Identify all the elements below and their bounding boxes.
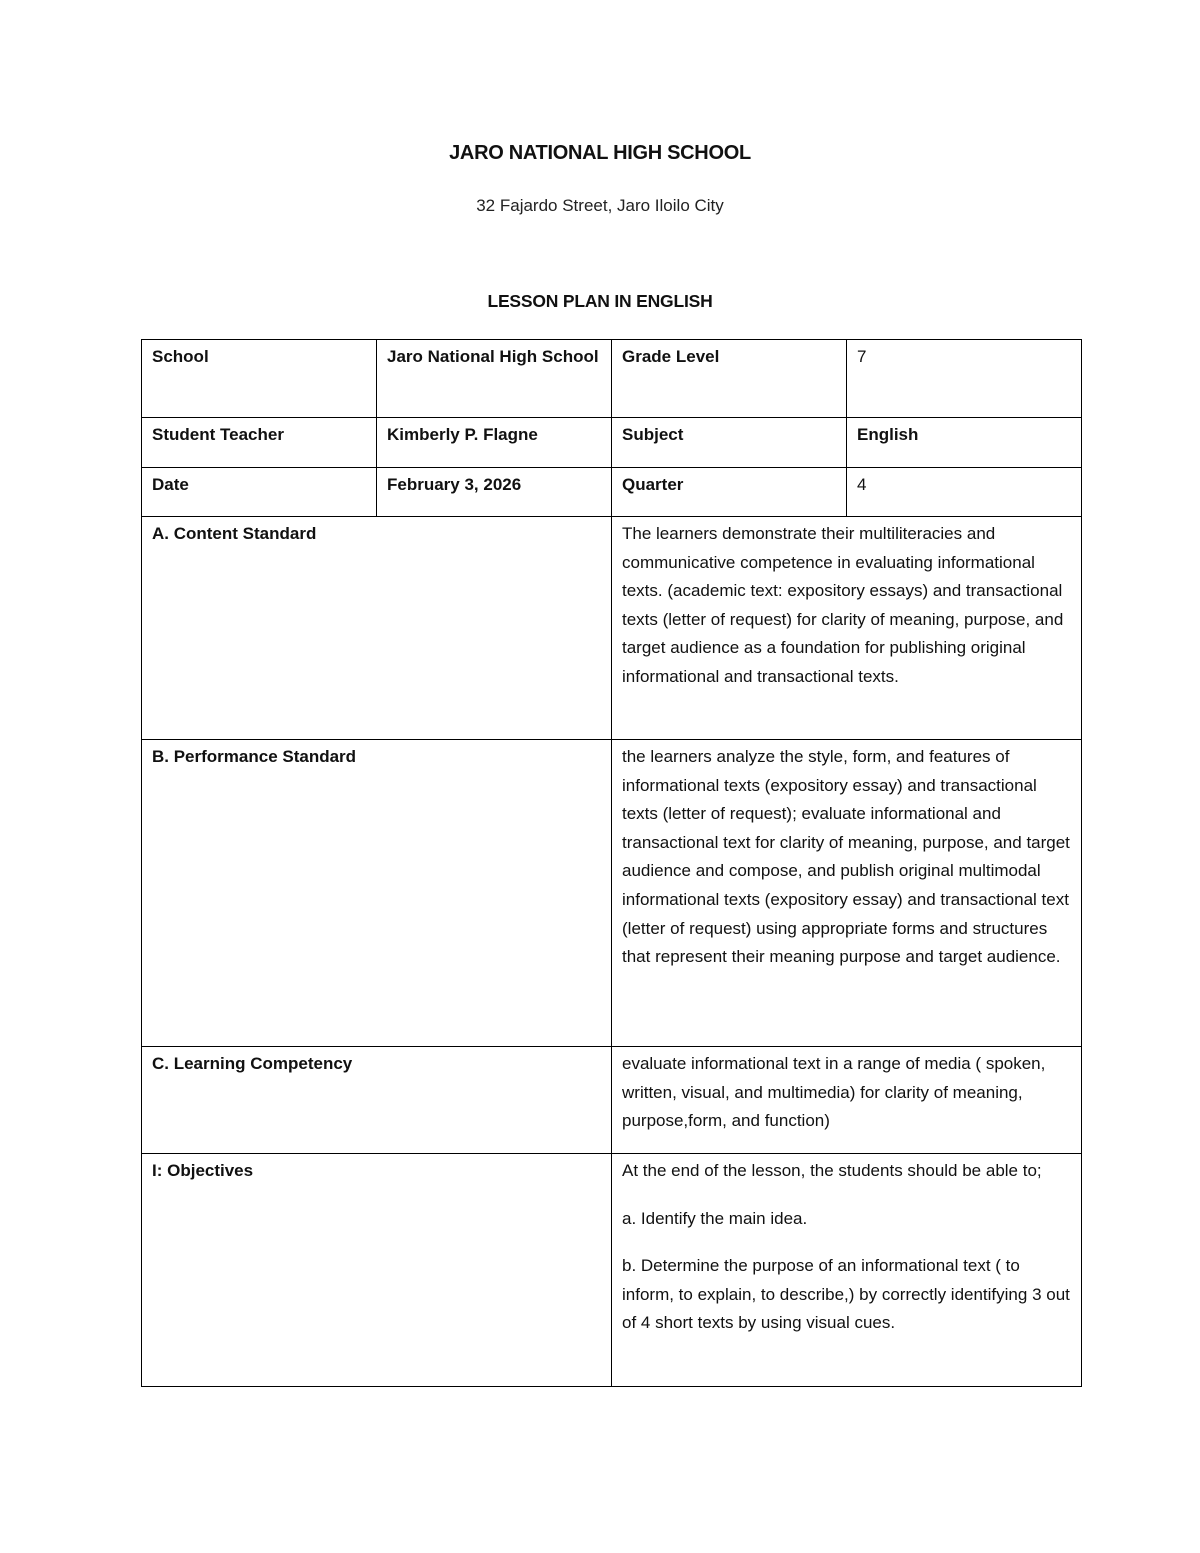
content-standard-row — [142, 517, 1082, 740]
grade-level-label: Grade Level — [612, 340, 847, 418]
student-teacher-value: Kimberly P. Flagne — [377, 418, 612, 468]
content-standard-text: The learners demonstrate their multiliteracies and communicative competence in evaluating informational texts. (academic text: expository essays) and transactional texts (letter of request) for clarity of meaning, purpose, and target audience as a foundation for publishing original informational and transactional texts. — [612, 517, 1082, 740]
objectives-intro: At the end of the lesson, the students should be able to; — [622, 1161, 1042, 1180]
school-name-heading: JARO NATIONAL HIGH SCHOOL — [449, 142, 751, 164]
lesson-plan-table — [141, 339, 1082, 1387]
performance-standard-row — [142, 740, 1082, 1047]
lesson-plan-title: LESSON PLAN IN ENGLISH — [487, 291, 713, 311]
performance-standard-text: the learners analyze the style, form, and features of informational texts (expository essay) and transactional texts (letter of request); evaluate informational and transactional text for clarity of meaning, purpose, and target audience and compose, and publish original multimodal informational texts (expository essay) and transactional text (letter of request) using appropriate forms and structures that represent their meaning purpose and target audience. — [612, 740, 1082, 1047]
quarter-label: Quarter — [612, 468, 847, 517]
subject-value: English — [847, 418, 1082, 468]
objectives-content — [612, 1154, 1082, 1387]
school-value: Jaro National High School — [377, 340, 612, 418]
learning-competency-text: evaluate informational text in a range of media ( spoken, written, visual, and multimedia) for clarity of meaning, purpose,form, and function) — [612, 1047, 1082, 1154]
performance-standard-label: B. Performance Standard — [142, 740, 612, 1047]
school-address: 32 Fajardo Street, Jaro Iloilo City — [476, 196, 724, 215]
date-value: February 3, 2026 — [377, 468, 612, 517]
grade-level-value: 7 — [847, 340, 1082, 418]
date-label: Date — [142, 468, 377, 517]
student-teacher-label: Student Teacher — [142, 418, 377, 468]
info-row-teacher — [142, 418, 1082, 468]
subject-label: Subject — [612, 418, 847, 468]
content-standard-label: A. Content Standard — [142, 517, 612, 740]
quarter-value: 4 — [847, 468, 1082, 517]
objectives-label: I: Objectives — [142, 1154, 612, 1387]
learning-competency-row — [142, 1047, 1082, 1154]
objectives-row — [142, 1154, 1082, 1387]
learning-competency-label: C. Learning Competency — [142, 1047, 612, 1154]
info-row-school — [142, 340, 1082, 418]
info-row-date — [142, 468, 1082, 517]
school-label: School — [142, 340, 377, 418]
objective-item-b: b. Determine the purpose of an informational text ( to inform, to explain, to describe,) by correctly identifying 3 out of 4 short texts by using visual cues. — [622, 1256, 1070, 1333]
objective-item-a: a. Identify the main idea. — [622, 1208, 808, 1228]
